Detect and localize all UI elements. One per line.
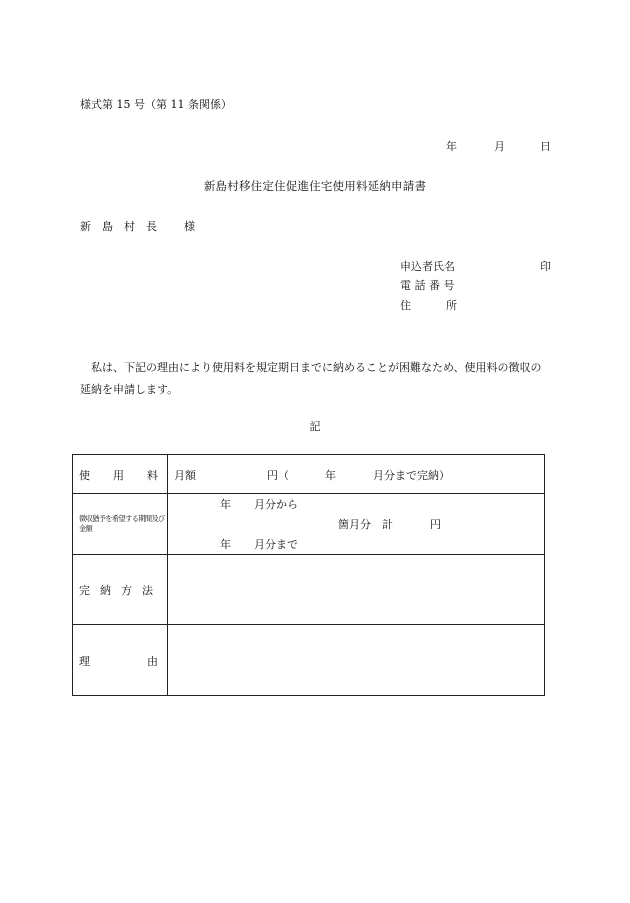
from-year-label: 年	[220, 498, 231, 511]
yen-open-label: 円（	[267, 469, 289, 482]
from-month-label: 月分から	[254, 498, 298, 511]
label-char: 完	[79, 584, 90, 597]
label-char: 料	[147, 469, 158, 482]
addressee-honorific: 様	[184, 220, 195, 233]
address-label-1: 住	[400, 299, 411, 312]
deferral-yen-label: 円	[430, 518, 441, 531]
label-char: 由	[147, 655, 158, 668]
deferral-label: 徴収猶予を希望する期間及び金額	[79, 514, 165, 533]
date-month-label: 月	[494, 140, 505, 153]
reason-value-cell[interactable]	[168, 625, 545, 696]
label-char: 使	[79, 469, 90, 482]
label-char: 用	[113, 469, 124, 482]
form-number: 様式第 15 号（第 11 条関係）	[80, 98, 232, 111]
table-row-reason	[73, 625, 545, 696]
phone-label: 電 話 番 号	[400, 279, 455, 292]
to-month-label: 月分まで	[254, 538, 298, 551]
applicant-name-label: 申込者氏名	[400, 260, 455, 273]
document-title: 新島村移住定住促進住宅使用料延納申請書	[203, 179, 427, 193]
table-row-deferral	[73, 494, 545, 555]
addressee-char: 新	[80, 220, 91, 233]
to-year-label: 年	[220, 538, 231, 551]
fee-label-cell	[73, 455, 168, 494]
fee-value-cell[interactable]	[168, 455, 545, 494]
application-table	[72, 454, 545, 696]
deferral-value-cell[interactable]	[168, 494, 545, 555]
method-label-cell	[73, 555, 168, 625]
label-char: 法	[142, 584, 153, 597]
date-day-label: 日	[540, 140, 551, 153]
label-char: 理	[79, 655, 90, 668]
table-row-fee	[73, 455, 545, 494]
label-char: 納	[100, 584, 111, 597]
seal-mark: 印	[540, 260, 551, 273]
monthly-label: 月額	[174, 469, 196, 482]
months-total-label: 箇月分 計	[338, 518, 393, 531]
fee-year-label: 年	[325, 469, 336, 482]
fee-until-label: 月分まで完納）	[373, 469, 450, 482]
address-label-2: 所	[446, 299, 457, 312]
addressee-char: 村	[124, 220, 135, 233]
label-char: 方	[121, 584, 132, 597]
ki-heading: 記	[309, 420, 321, 433]
addressee-char: 島	[102, 220, 113, 233]
table-row-method	[73, 555, 545, 625]
deferral-label-cell	[73, 494, 168, 555]
reason-label-cell	[73, 625, 168, 696]
addressee-char: 長	[146, 220, 157, 233]
request-statement: 私は、下記の理由により使用料を規定期日までに納めることが困難なため、使用料の徴収の延納を申請します。	[80, 361, 542, 396]
date-year-label: 年	[446, 140, 457, 153]
method-value-cell[interactable]	[168, 555, 545, 625]
